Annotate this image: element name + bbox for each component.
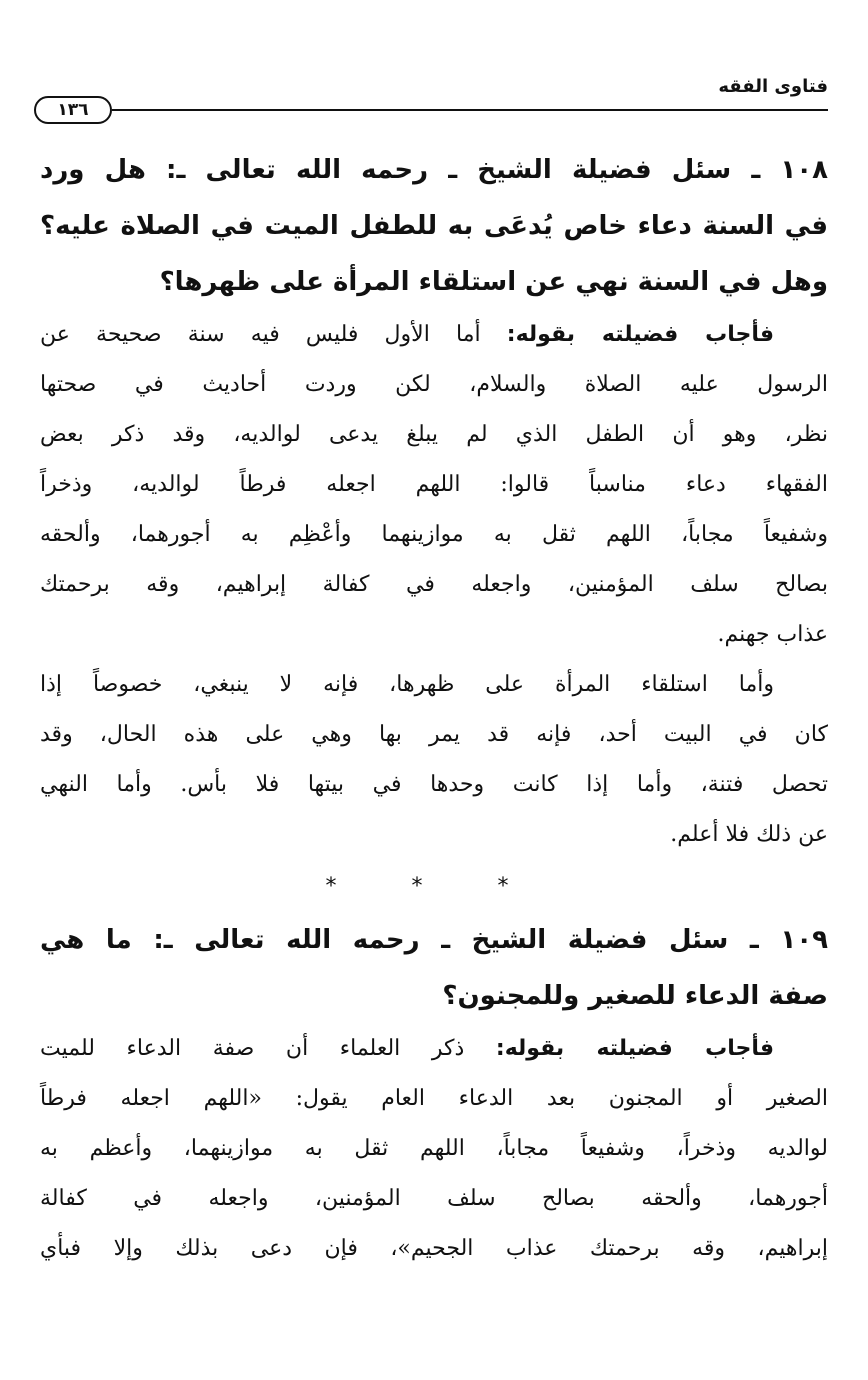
answer-text: ذكر العلماء أن صفة الدعاء للميت	[40, 1036, 496, 1061]
page-number: ١٣٦	[34, 96, 112, 124]
question-line: صفة الدعاء للصغير وللمجنون؟	[442, 981, 828, 1011]
answer-lead-in: فأجاب فضيلته بقوله:	[495, 1036, 774, 1061]
answer-line: نظر، وهو أن الطفل الذي لم يبلغ يدعى لوالديه، وقد ذكر بعض	[40, 422, 828, 447]
answer-line: عذاب جهنم.	[717, 622, 828, 647]
answer-line: أجورهما، وألحقه بصالح سلف المؤمنين، واجعله في كفالة	[40, 1186, 828, 1211]
question-line: ١٠٩ ـ سئل فضيلة الشيخ ـ رحمه الله تعالى ـ: ما هي	[40, 925, 828, 955]
question-line: ١٠٨ ـ سئل فضيلة الشيخ ـ رحمه الله تعالى ـ: هل ورد	[40, 155, 828, 185]
answer-line: الرسول عليه الصلاة والسلام، لكن وردت أحاديث في صحتها	[40, 372, 828, 397]
running-title: فتاوى الفقه	[718, 76, 828, 97]
question-109	[40, 912, 828, 1024]
answer-108	[40, 310, 828, 860]
answer-text: أما الأول فليس فيه سنة صحيحة عن	[40, 322, 507, 347]
answer-line: الصغير أو المجنون بعد الدعاء العام يقول: «اللهم اجعله فرطاً	[40, 1086, 828, 1111]
section-separator: * * *	[325, 874, 543, 899]
paragraph-line: عن ذلك فلا أعلم.	[670, 822, 828, 847]
answer-first-line	[40, 1024, 828, 1074]
answer-line: وشفيعاً مجاباً، اللهم ثقل به موازينهما وأعْظِم به أجورهما، وألحقه	[40, 522, 828, 547]
question-line: وهل في السنة نهي عن استلقاء المرأة على ظهرها؟	[159, 267, 828, 297]
answer-first-line	[40, 310, 828, 360]
answer-line: الفقهاء دعاء مناسباً قالوا: اللهم اجعله فرطاً لوالديه، وذخراً	[40, 472, 828, 497]
paragraph-line: وأما استلقاء المرأة على ظهرها، فإنه لا ينبغي، خصوصاً إذا	[40, 672, 774, 697]
answer-109	[40, 1024, 828, 1274]
question-line: في السنة دعاء خاص يُدعَى به للطفل الميت في الصلاة عليه؟	[40, 211, 828, 241]
answer-line: إبراهيم، وقه برحمتك عذاب الجحيم»، فإن دعى بذلك وإلا فبأي	[40, 1236, 828, 1261]
paragraph-line: تحصل فتنة، وأما إذا كانت وحدها في بيتها فلا بأس. وأما النهي	[40, 772, 828, 797]
answer-line: بصالح سلف المؤمنين، واجعله في كفالة إبراهيم، وقه برحمتك	[40, 572, 828, 597]
question-108	[40, 142, 828, 310]
page-content	[40, 142, 828, 1274]
paragraph-line: كان في البيت أحد، فإنه قد يمر بها وهي على هذه الحال، وقد	[40, 722, 828, 747]
header-rule	[112, 109, 828, 111]
answer-line: لوالديه وذخراً، وشفيعاً مجاباً، اللهم ثقل به موازينهما، وأعظم به	[40, 1136, 828, 1161]
answer-lead-in: فأجاب فضيلته بقوله:	[506, 322, 774, 347]
